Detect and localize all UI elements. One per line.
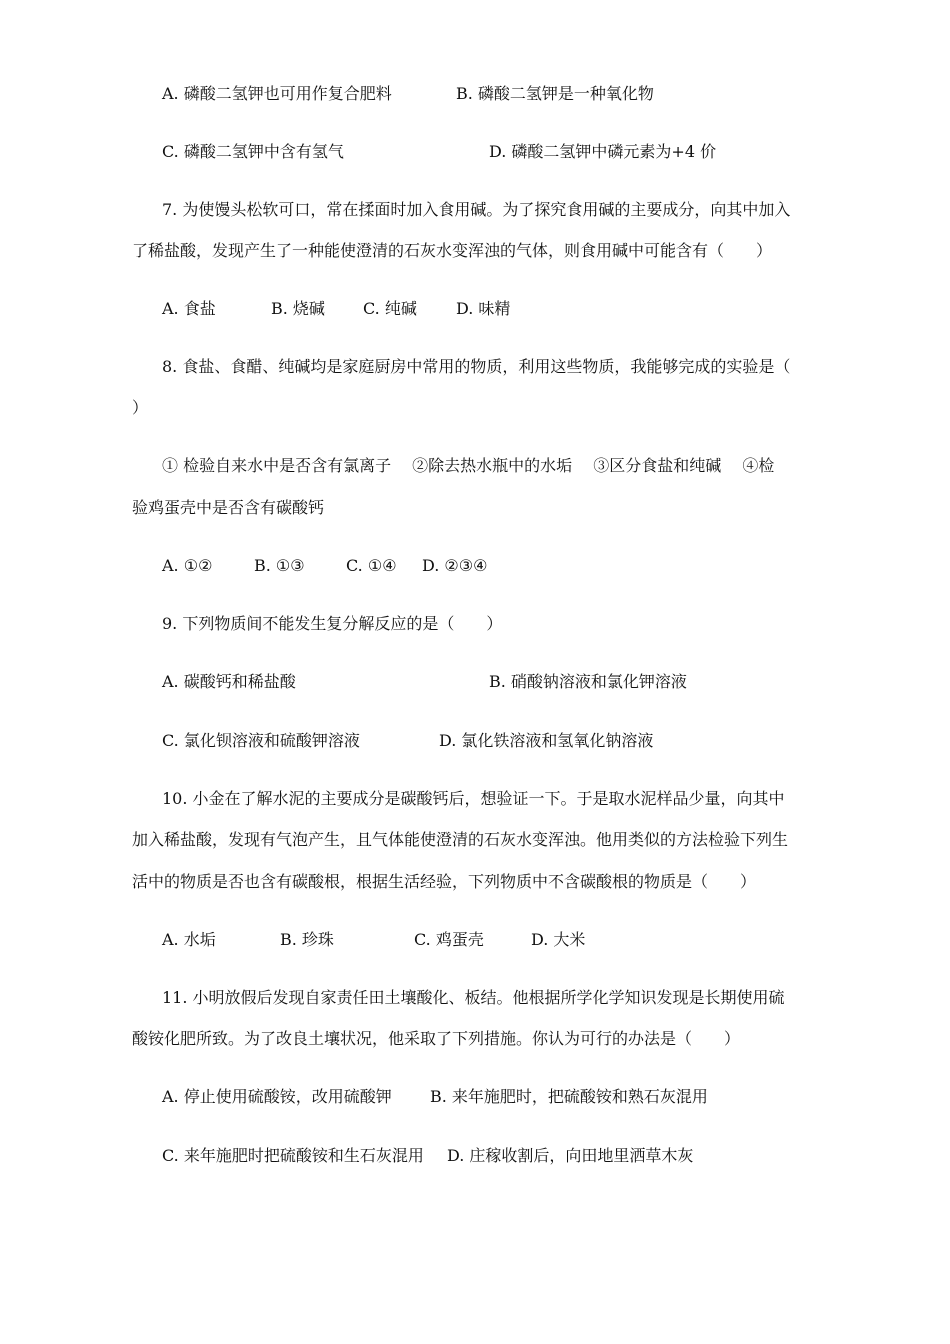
q9-option-b: B. 硝酸钠溶液和氯化钾溶液 — [489, 672, 687, 691]
q11-option-b: B. 来年施肥时，把硫酸铵和熟石灰混用 — [430, 1087, 708, 1106]
q8-option-b: B. ①③ — [254, 556, 305, 575]
q6-option-b: B. 磷酸二氢钾是一种氧化物 — [456, 84, 654, 103]
q7-option-b: B. 烧碱 — [271, 299, 325, 318]
q7-option-c: C. 纯碱 — [363, 299, 417, 318]
q10-option-b: B. 珍珠 — [280, 930, 334, 949]
q7-stem-line-1: 7. 为使馒头松软可口，常在揉面时加入食用碱。为了探究食用碱的主要成分，向其中加入 — [162, 200, 791, 219]
q8-option-a: A. ①② — [162, 556, 213, 575]
q10-option-c: C. 鸡蛋壳 — [414, 930, 484, 949]
q9-option-c: C. 氯化钡溶液和硫酸钾溶液 — [162, 731, 360, 750]
q11-option-d: D. 庄稼收割后，向田地里洒草木灰 — [447, 1146, 694, 1165]
q8-stem-line-1: 8. 食盐、食醋、纯碱均是家庭厨房中常用的物质，利用这些物质，我能够完成的实验是（ — [162, 357, 791, 376]
q6-option-a: A. 磷酸二氢钾也可用作复合肥料 — [162, 84, 392, 103]
q10-stem-line-2: 加入稀盐酸，发现有气泡产生，且气体能使澄清的石灰水变浑浊。他用类似的方法检验下列生 — [132, 830, 789, 849]
q9-stem-line-1: 9. 下列物质间不能发生复分解反应的是（ ） — [162, 614, 503, 633]
q9-option-d: D. 氯化铁溶液和氢氧化钠溶液 — [439, 731, 654, 750]
q10-option-d: D. 大米 — [531, 930, 586, 949]
q7-option-a: A. 食盐 — [162, 299, 216, 318]
q6-option-c: C. 磷酸二氢钾中含有氢气 — [162, 142, 344, 161]
q11-option-a: A. 停止使用硫酸铵，改用硫酸钾 — [162, 1087, 392, 1106]
q8-items-line-1: ① 检验自来水中是否含有氯离子 ②除去热水瓶中的水垢 ③区分食盐和纯碱 ④检 — [162, 456, 775, 475]
q11-option-c: C. 来年施肥时把硫酸铵和生石灰混用 — [162, 1146, 424, 1165]
q8-items-line-2: 验鸡蛋壳中是否含有碳酸钙 — [132, 498, 325, 517]
q7-option-d: D. 味精 — [456, 299, 511, 318]
q8-option-c: C. ①④ — [346, 556, 397, 575]
q7-stem-line-2: 了稀盐酸，发现产生了一种能使澄清的石灰水变浑浊的气体，则食用碱中可能含有（ ） — [132, 241, 773, 260]
q10-stem-line-1: 10. 小金在了解水泥的主要成分是碳酸钙后，想验证一下。于是取水泥样品少量，向其中 — [162, 789, 785, 808]
q9-option-a: A. 碳酸钙和稀盐酸 — [162, 672, 296, 691]
q8-stem-line-2: ） — [132, 398, 149, 417]
q8-option-d: D. ②③④ — [422, 556, 488, 575]
q10-stem-line-3: 活中的物质是否也含有碳酸根，根据生活经验，下列物质中不含碳酸根的物质是（ ） — [132, 872, 757, 891]
q6-option-d: D. 磷酸二氢钾中磷元素为+4 价 — [489, 142, 717, 161]
q11-stem-line-1: 11. 小明放假后发现自家责任田土壤酸化、板结。他根据所学化学知识发现是长期使用硫 — [162, 988, 785, 1007]
q10-option-a: A. 水垢 — [162, 930, 216, 949]
q11-stem-line-2: 酸铵化肥所致。为了改良土壤状况，他采取了下列措施。你认为可行的办法是（ ） — [132, 1029, 741, 1048]
